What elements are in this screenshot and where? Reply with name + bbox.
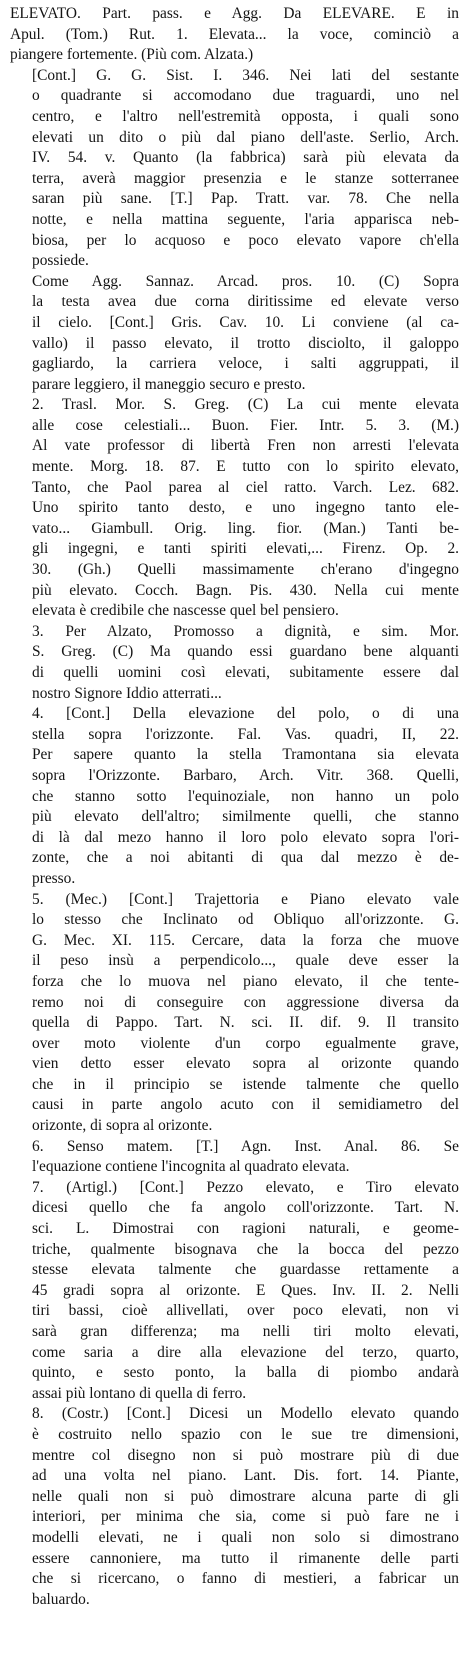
text-line: essere cannoniere, ma tutto il rimanente delle parti <box>32 1549 459 1567</box>
text-line: che si ricercano, o fanno di mestieri, a fabricar un <box>32 1570 459 1588</box>
entry-paragraph-sense-5-mechanics <box>10 890 459 1137</box>
text-line: alle cose celestiali... Buon. Fier. Intr. 5. 3. (M.) <box>32 416 459 434</box>
text-line: assai più lontano di quella di ferro. <box>32 1384 247 1402</box>
text-line: Uno spirito tanto desto, e uno ingegno tanto ele- <box>32 499 459 517</box>
text-line: ad una volta nel piano. Lant. Dis. fort. 14. Piante, <box>32 1467 459 1485</box>
text-line: sopra l'Orizzonte. Barbaro, Arch. Vitr. 368. Quelli, <box>32 766 459 784</box>
text-line: IV. 54. v. Quanto (la fabbrica) sarà più elevata da <box>32 149 459 167</box>
entry-paragraph-headword-definition <box>10 4 459 66</box>
text-line: orizonte, di sopra al orizonte. <box>32 1117 213 1135</box>
text-line: possiede. <box>32 252 89 270</box>
text-line: tiri bassi, cioè allivellati, over poco elevati, non vi <box>32 1302 459 1320</box>
text-line: triche, qualmente bisognava che la bocca del pezzo <box>32 1240 459 1258</box>
text-line: zonte, che a noi abitanti di qua dal mezzo è de- <box>32 849 459 867</box>
text-line: Apul. (Tom.) Rut. 1. Elevata... la voce, cominciò a <box>10 25 459 43</box>
text-line: quinto, e sesto ponto, la balla di piombo andarà <box>32 1364 459 1382</box>
text-line: che in il principio se istende talmente che quello <box>32 1075 459 1093</box>
entry-paragraph-sense-2-figurative <box>10 395 459 622</box>
text-line: over moto violente d'un corpo egualmente grave, <box>32 1034 459 1052</box>
text-line: saran più sane. [T.] Pap. Tratt. var. 78. Che nella <box>32 190 459 208</box>
text-line: biosa, per lo acquoso e poco elevato vapore ch'ella <box>32 231 459 249</box>
text-line: [Cont.] G. G. Sist. I. 346. Nei lati del sestante <box>32 66 459 84</box>
text-line: 4. [Cont.] Della elevazione del polo, o di una <box>32 705 459 723</box>
text-line: Al vate professor di libertà Fren non arresti l'elevata <box>32 437 459 455</box>
entry-paragraph-sense-as-adjective <box>10 272 459 396</box>
text-line: 3. Per Alzato, Promosso a dignità, e sim. Mor. <box>32 622 459 640</box>
text-line: notte, e nella mattina seguente, l'aria apparisca neb- <box>32 210 459 228</box>
text-line: 7. (Artigl.) [Cont.] Pezzo elevato, e Tiro elevato <box>32 1178 459 1196</box>
text-line: lo stesso che Inclinato od Obliquo all'orizzonte. G. <box>32 911 459 929</box>
text-line: dicesi quello che fa angolo coll'orizzonte. Tart. N. <box>32 1199 459 1217</box>
text-line: sci. L. Dimostrai con ragioni naturali, e geome- <box>32 1220 459 1238</box>
text-line: 45 gradi sopra al orizonte. E Ques. Inv. II. 2. Nelli <box>32 1281 459 1299</box>
text-line: vallo) il passo elevato, il trotto disciolto, il galoppo <box>32 334 459 352</box>
text-line: il cielo. [Cont.] Gris. Cav. 10. Li conviene (al ca- <box>32 313 459 331</box>
text-line: causi in parte angolo acuto con il semidiametro del <box>32 1096 459 1114</box>
text-line: mentre col disegno non si può mostrare più di due <box>32 1446 459 1464</box>
text-line: Come Agg. Sannaz. Arcad. pros. 10. (C) Sopra <box>32 272 459 290</box>
text-line: 5. (Mec.) [Cont.] Trajettoria e Piano elevato vale <box>32 890 459 908</box>
entry-paragraph-sense-6-mathematics <box>10 1137 459 1178</box>
entry-paragraph-sense-7-artillery <box>10 1178 459 1405</box>
text-line: vien detto esser elevato sopra al orizonte quando <box>32 1055 459 1073</box>
text-line: 8. (Costr.) [Cont.] Dicesi un Modello elevato quando <box>32 1405 459 1423</box>
text-line: parare leggiero, il maneggio securo e presto. <box>32 375 306 393</box>
text-line: l'equazione contiene l'incognita al quadrato elevata. <box>32 1158 350 1176</box>
text-line: più elevato. Cocch. Bagn. Pis. 430. Nella cui mente <box>32 581 459 599</box>
text-line: 2. Trasl. Mor. S. Greg. (C) La cui mente elevata <box>32 396 459 414</box>
text-line: quella di Pappo. Tart. N. sci. II. dif. 9. Il transito <box>32 1014 459 1032</box>
text-line: che stanno sotto l'equinoziale, non hanno un polo <box>32 787 459 805</box>
text-line: stella sopra l'orizzonte. Fal. Vas. quadri, II, 22. <box>32 725 459 743</box>
dictionary-entry-elevato <box>10 4 459 1610</box>
text-line: terra, averà maggior presenzia e le stanze sotterranee <box>32 169 459 187</box>
text-line: nostro Signore Iddio atterrati... <box>32 684 222 702</box>
text-line: o quadrante si accomodano due traguardi, uno nel <box>32 87 459 105</box>
text-line: come saria a dire alla elevazione del terzo, quarto, <box>32 1343 459 1361</box>
text-line: Tanto, che Paol parea al ciel ratto. Varch. Lez. 682. <box>32 478 459 496</box>
text-line: la testa avea due corna diritissime ed elevate verso <box>32 293 459 311</box>
text-line: elevati un dito o più dal piano dell'aste. Serlio, Arch. <box>32 128 459 146</box>
entry-paragraph-sense-8-construction <box>10 1404 459 1610</box>
text-line: più elevato dell'altro; similmente quelli, che stanno <box>32 808 459 826</box>
text-line: elevata è credibile che nascesse quel bel pensiero. <box>32 602 339 620</box>
text-line: Per sapere quanto la stella Tramontana sia elevata <box>32 746 459 764</box>
text-line: 6. Senso matem. [T.] Agn. Inst. Anal. 86. Se <box>32 1137 459 1155</box>
text-line: interiori, per minima che sia, come si può fare ne i <box>32 1508 459 1526</box>
entry-paragraph-sense-4-astronomy <box>10 704 459 889</box>
text-line: nelle quali non si può dimostrare alcuna parte di gli <box>32 1487 459 1505</box>
text-line: il peso insù a perpendicolo..., quale deve esser la <box>32 952 459 970</box>
text-line: mente. Morg. 18. 87. E tutto con lo spirito elevato, <box>32 458 459 476</box>
text-line: gli ingegni, e tanti spiriti elevati,... Firenz. Op. 2. <box>32 540 459 558</box>
text-line: gagliardo, la carriera veloce, i salti aggruppati, il <box>32 355 459 373</box>
text-line: di là dal mezo hanno il loro polo elevato sopra l'ori- <box>32 828 459 846</box>
text-line: 30. (Gh.) Quelli massimamente ch'erano d'ingegno <box>32 561 459 579</box>
text-line: S. Greg. (C) Ma quando essi guardano bene alquanti <box>32 643 459 661</box>
entry-paragraph-sense-3-promoted <box>10 622 459 704</box>
text-line: è costruito nello spazio con le sue tre dimensioni, <box>32 1425 459 1443</box>
text-line: vato... Giambull. Orig. ling. fior. (Man.) Tanti be- <box>32 519 459 537</box>
text-line: forza che lo muova nel piano elevato, il che tente- <box>32 972 459 990</box>
text-line: centro, e l'altro nell'estremità opposta, i quali sono <box>32 107 459 125</box>
text-line: baluardo. <box>32 1590 90 1608</box>
text-line: presso. <box>32 869 76 887</box>
text-line: sarà gran differenza; ma nelli tiri molto elevati, <box>32 1323 459 1340</box>
text-line: ELEVATO. Part. pass. e Agg. Da ELEVARE. E in <box>10 5 459 22</box>
text-line: di quelli uomini così elevati, subitamente essere dal <box>32 664 459 681</box>
text-line: G. Mec. XI. 115. Cercare, data la forza che muove <box>32 931 459 949</box>
entry-paragraph-sense-1-citations <box>10 66 459 272</box>
text-line: stesse elevata talmente che guardasse rettamente a <box>32 1261 459 1279</box>
text-line: piangere fortemente. (Più com. Alzata.) <box>10 46 254 64</box>
text-line: modelli elevati, ne i quali non solo si dimostrano <box>32 1528 459 1546</box>
text-line: remo noi di conseguire con aggressione diversa da <box>32 993 459 1011</box>
